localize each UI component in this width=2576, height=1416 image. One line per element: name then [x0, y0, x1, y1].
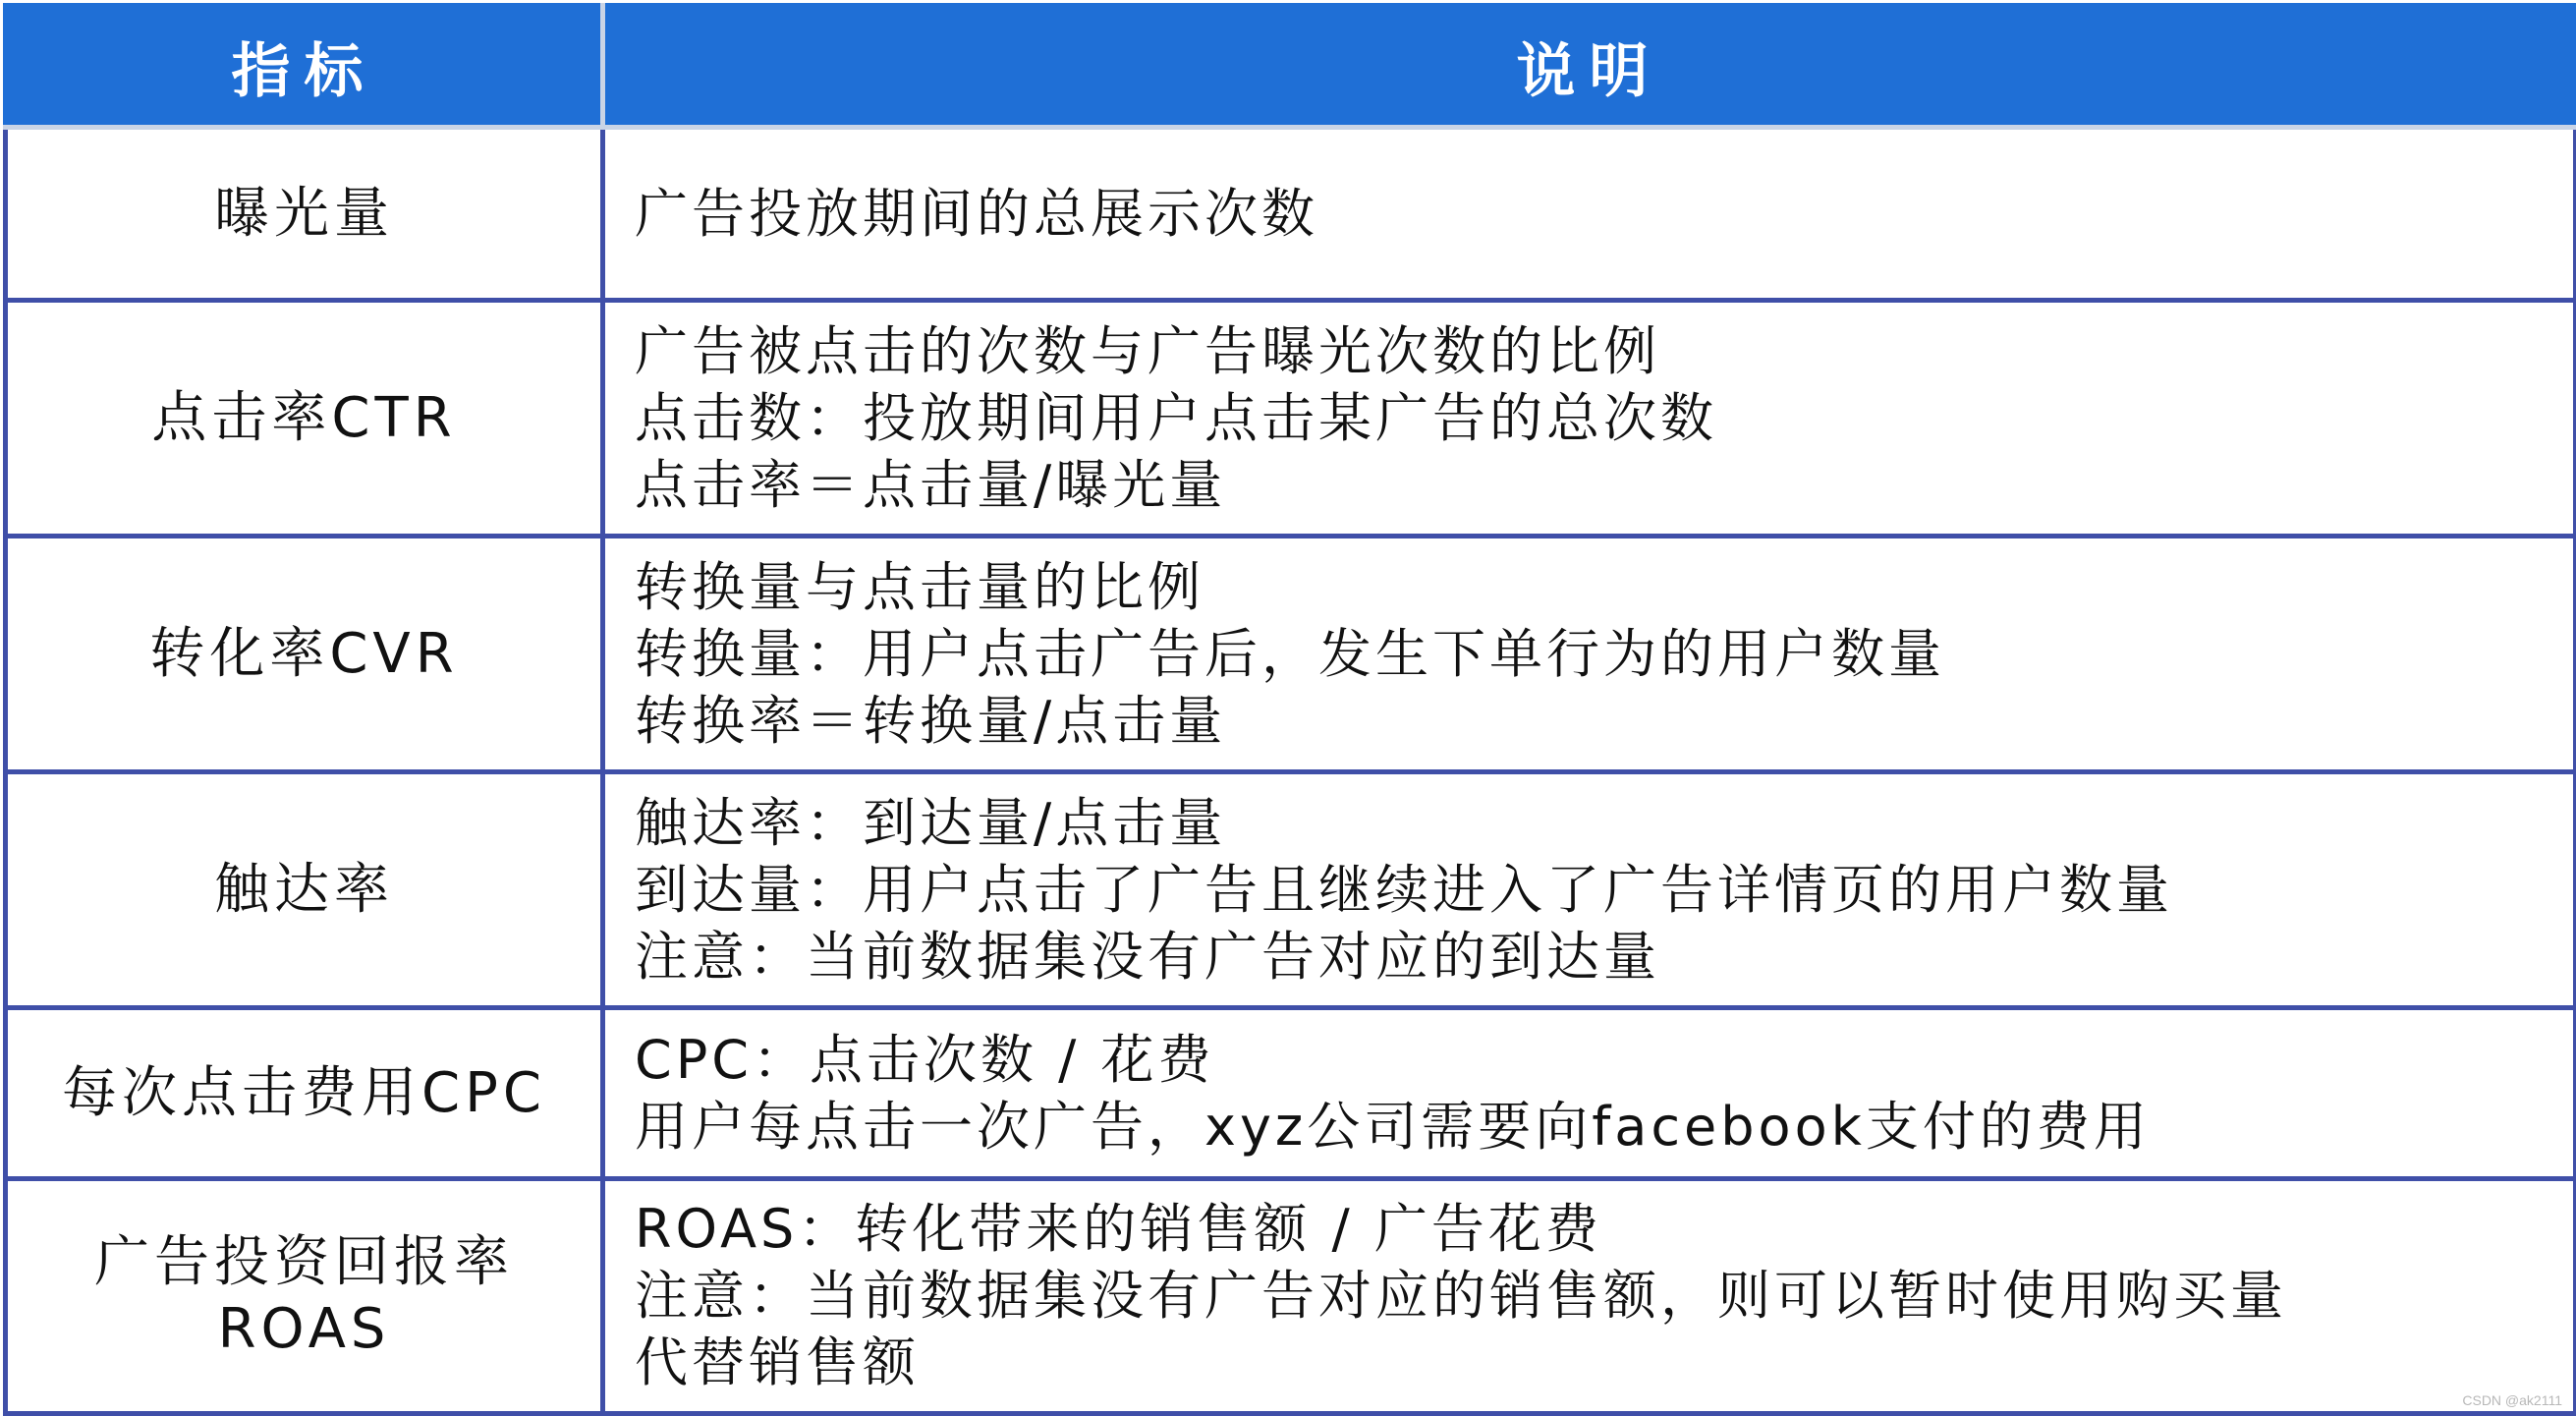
metric-cell: 点击率CTR: [6, 301, 603, 537]
description-cell: [603, 301, 2576, 537]
header-description: 说明: [603, 6, 2576, 128]
description-cell: [603, 772, 2576, 1008]
header-metric: 指标: [6, 6, 603, 128]
metric-cell: [6, 1179, 603, 1414]
table-row: [6, 1008, 2576, 1179]
description-line: 用户每点击一次广告，xyz公司需要向facebook支付的费用: [635, 1095, 2151, 1158]
metric-cell: 转化率CVR: [6, 537, 603, 772]
watermark: CSDN @ak2111: [2462, 1392, 2562, 1408]
metric-cell: 曝光量: [6, 128, 603, 301]
description-line: 转换量与点击量的比例: [635, 555, 1204, 618]
table-row: [6, 301, 2576, 537]
metrics-table: [3, 3, 2576, 1416]
description-line: ROAS：转化带来的销售额 / 广告花费: [635, 1198, 1602, 1260]
description-line: 转换率＝转换量/点击量: [635, 689, 1227, 752]
description-line: 到达量：用户点击了广告且继续进入了广告详情页的用户数量: [635, 858, 2173, 921]
table-row: [6, 128, 2576, 301]
description-line: 点击数：投放期间用户点击某广告的总次数: [635, 386, 1717, 449]
description-line: CPC：点击次数 / 花费: [635, 1028, 1215, 1091]
description-line: 注意：当前数据集没有广告对应的到达量: [635, 925, 1660, 988]
description-line: 点击率＝点击量/曝光量: [635, 453, 1227, 516]
description-line: 转换量：用户点击广告后，发生下单行为的用户数量: [635, 622, 1945, 685]
description-cell: [603, 1179, 2576, 1414]
description-line: 注意：当前数据集没有广告对应的销售额，则可以暂时使用购买量: [635, 1265, 2287, 1327]
header-row: [6, 6, 2576, 128]
description-line: 代替销售额: [635, 1331, 920, 1393]
table-row: [6, 772, 2576, 1008]
metric-label: 广告投资回报率: [94, 1230, 514, 1294]
description-cell: [603, 1008, 2576, 1179]
description-cell: [603, 537, 2576, 772]
metric-cell: 触达率: [6, 772, 603, 1008]
description-cell: [603, 128, 2576, 301]
metric-cell: 每次点击费用CPC: [6, 1008, 603, 1179]
description-line: 广告投放期间的总展示次数: [635, 182, 1318, 245]
description-line: 触达率：到达量/点击量: [635, 791, 1227, 854]
table-row: [6, 1179, 2576, 1414]
metric-abbreviation: ROAS: [217, 1297, 391, 1361]
description-line: 广告被点击的次数与广告曝光次数的比例: [635, 319, 1660, 382]
table-row: [6, 537, 2576, 772]
